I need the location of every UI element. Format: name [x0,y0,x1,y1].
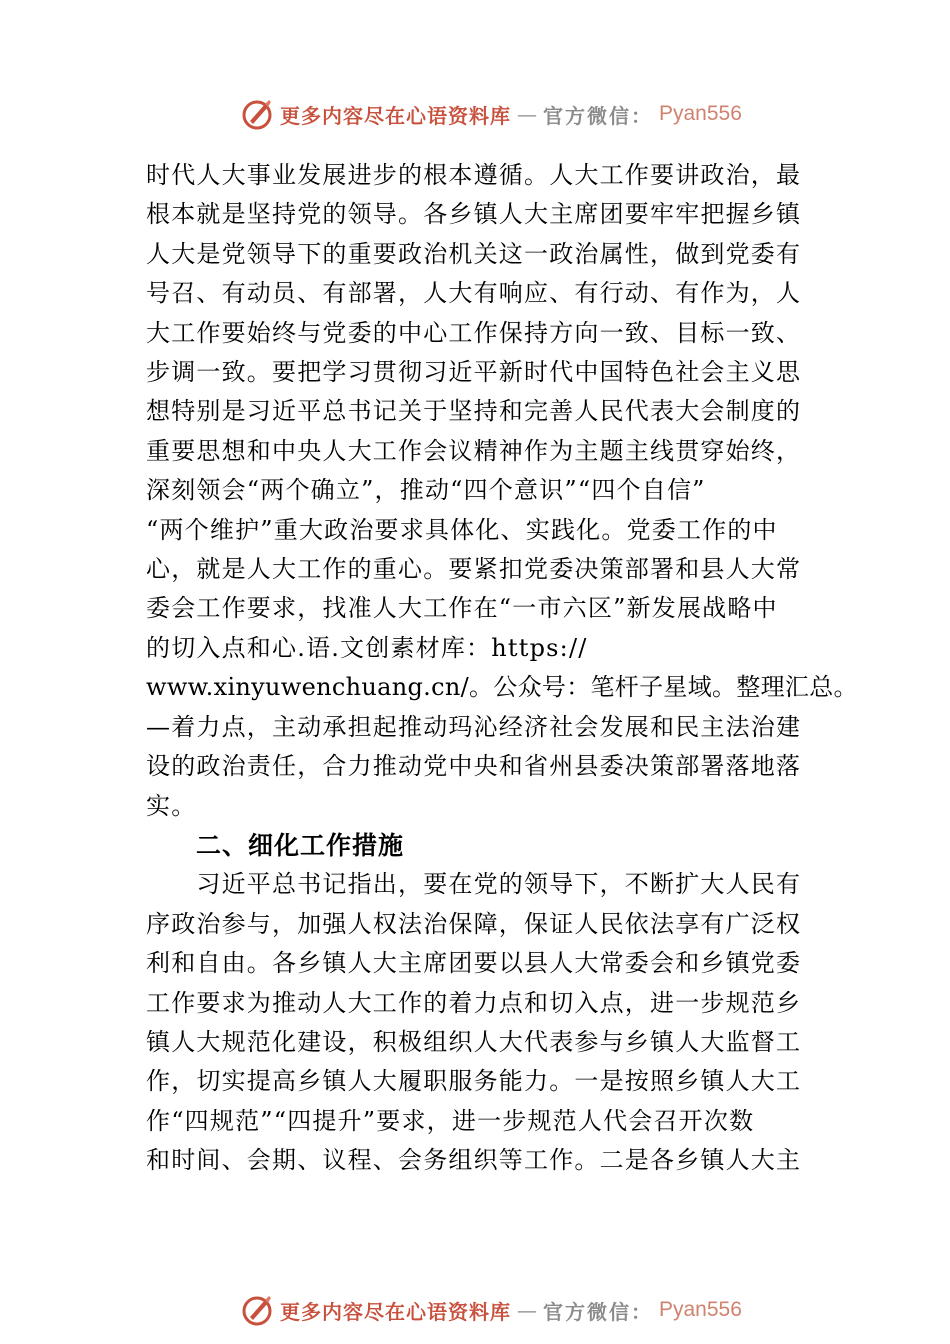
text-line-url: www.xinyuwenchuang.cn/。公众号：笔杆子星域。整理汇总。 [146,673,858,702]
text-line: 号召、有动员、有部署，人大有响应、有行动、有作为，人 [146,279,802,308]
text-line: 的切入点和心.语.文创素材库：https:// [146,633,588,662]
document-body [146,156,858,1181]
text-line: 时代人大事业发展进步的根本遵循。人大工作要讲政治，最 [146,161,802,189]
header-watermark [240,96,742,132]
text-line: 委会工作要求，找准人大工作在“一市六区”新发展战略中 [146,594,778,623]
watermark-wechat-label: 官方微信： [543,1299,653,1324]
text-line: 实。 [146,791,197,820]
text-line: 大工作要始终与党委的中心工作保持方向一致、目标一致、 [146,318,802,347]
quill-logo-icon [240,1293,274,1327]
text-line: 和时间、会期、议程、会务组织等工作。二是各乡镇人大主 [146,1146,802,1175]
watermark-dash: — [517,102,537,126]
text-line: 镇人大规范化建设，积极组织人大代表参与乡镇人大监督工 [146,1027,802,1056]
text-line: 作“四规范”“四提升”要求，进一步规范人代会召开次数 [146,1106,755,1135]
text-line: 重要思想和中央人大工作会议精神作为主题主线贯穿始终， [146,436,802,465]
watermark-wechat-id: Pyan556 [659,1298,742,1321]
text-line: 习近平总书记指出，要在党的领导下，不断扩大人民有 [146,870,802,899]
watermark-wechat-label: 官方微信： [543,103,653,128]
text-line: “两个维护”重大政治要求具体化、实践化。党委工作的中 [146,515,778,544]
watermark-wechat-id: Pyan556 [659,102,742,125]
text-line: 心，就是人大工作的重心。要紧扣党委决策部署和县人大常 [146,555,802,584]
text-line: —着力点，主动承担起推动玛沁经济社会发展和民主法治建 [146,712,802,741]
text-line: 步调一致。要把学习贯彻习近平新时代中国特色社会主义思 [146,358,802,387]
paragraph-work-measures [146,865,826,1180]
watermark-main-text: 更多内容尽在心语资料库 [280,103,511,128]
text-line: 人大是党领导下的重要政治机关这一政治属性，做到党委有 [146,239,802,268]
text-line: 深刻领会“两个确立”，推动“四个意识”“四个自信” [146,476,706,505]
watermark-dash: — [517,1298,537,1322]
section-heading: 二、细化工作措施 [196,830,405,860]
quill-logo-icon [240,97,274,131]
text-line: 工作要求为推动人大工作的着力点和切入点，进一步规范乡 [146,988,802,1017]
text-line: 利和自由。各乡镇人大主席团要以县人大常委会和乡镇党委 [146,949,802,978]
text-line: 设的政治责任，合力推动党中央和省州县委决策部署落地落 [146,752,802,781]
text-line: 作，切实提高乡镇人大履职服务能力。一是按照乡镇人大工 [146,1067,802,1096]
text-line: 根本就是坚持党的领导。各乡镇人大主席团要牢牢把握乡镇 [146,200,802,229]
paragraph-political-leadership [146,156,858,826]
text-line: 序政治参与，加强人权法治保障，保证人民依法享有广泛权 [146,909,802,938]
footer-watermark [240,1292,742,1328]
text-line: 想特别是习近平总书记关于坚持和完善人民代表大会制度的 [146,397,802,426]
watermark-main-text: 更多内容尽在心语资料库 [280,1299,511,1324]
